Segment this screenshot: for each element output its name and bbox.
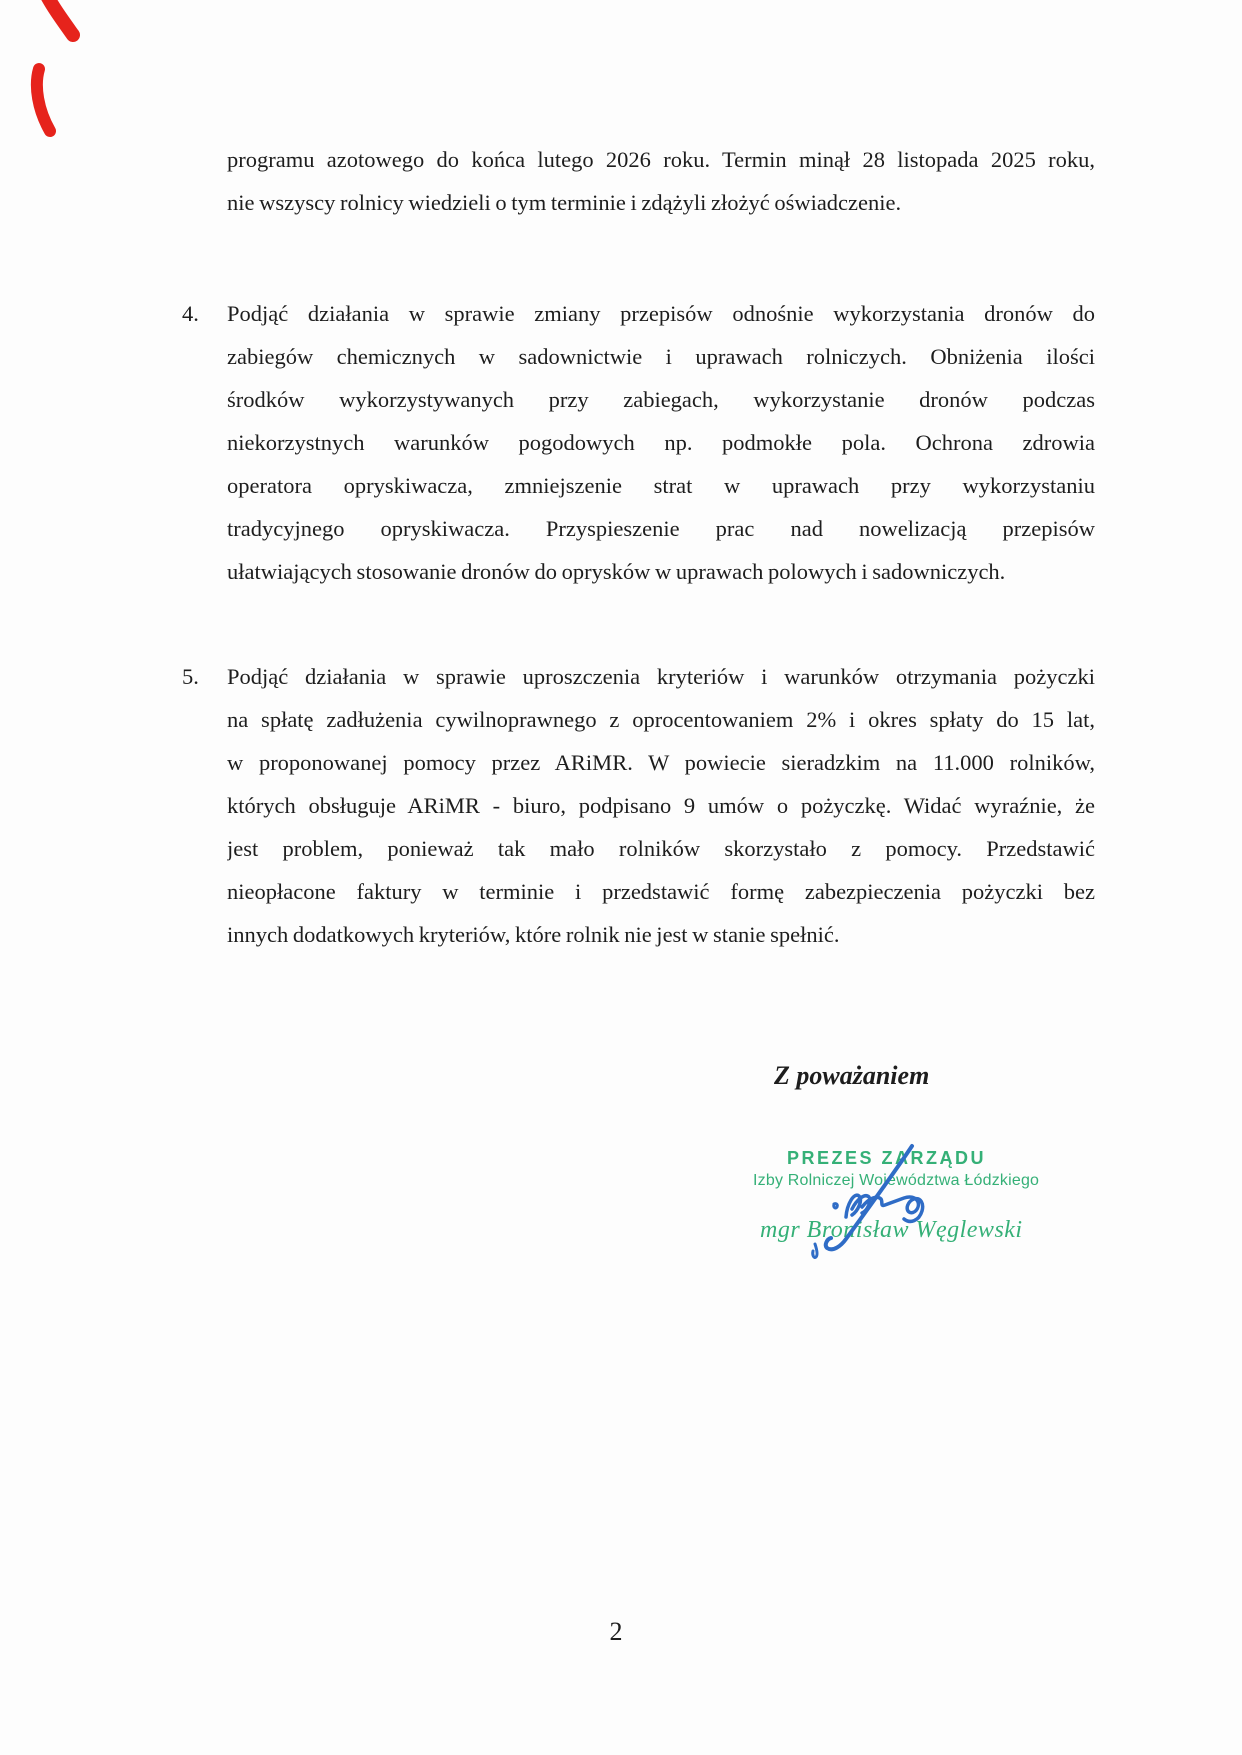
stamp-title: PREZES ZARZĄDU (787, 1148, 987, 1168)
red-pen-mark-top (45, 0, 73, 35)
text-line: środków wykorzystywanych przy zabiegach, wykorzystanie dronów podczas (227, 387, 1095, 412)
page-number: 2 (609, 1617, 623, 1646)
stamp-signer-name: mgr Bronisław Węglewski (760, 1217, 1023, 1243)
text-line: tradycyjnego opryskiwacza. Przyspieszenie prac nad nowelizacją przepisów (227, 516, 1095, 541)
text-line: Podjąć działania w sprawie uproszczenia kryteriów i warunków otrzymania pożyczki (227, 664, 1095, 689)
signature-scribble (846, 1195, 923, 1221)
text-line: na spłatę zadłużenia cywilnoprawnego z oprocentowaniem 2% i okres spłaty do 15 lat, (227, 707, 1095, 732)
text-line: w proponowanej pomocy przez ARiMR. W powiecie sieradzkim na 11.000 rolników, (227, 750, 1095, 775)
text-line: niekorzystnych warunków pogodowych np. podmokłe pola. Ochrona zdrowia (227, 430, 1095, 455)
red-pen-marks (0, 0, 130, 160)
text-line: innych dodatkowych kryteriów, które rolnik nie jest w stanie spełnić. (227, 922, 840, 947)
text-line: zabiegów chemicznych w sadownictwie i uprawach rolniczych. Obniżenia ilości (227, 344, 1095, 369)
text-line: których obsługuje ARiMR - biuro, podpisano 9 umów o pożyczkę. Widać wyraźnie, że (227, 793, 1095, 818)
signature-dot (834, 1204, 837, 1208)
red-pen-mark-bottom (37, 69, 50, 131)
text-line: Podjąć działania w sprawie zmiany przepisów odnośnie wykorzystania dronów do (227, 301, 1095, 326)
text-line: operatora opryskiwacza, zmniejszenie strat w uprawach przy wykorzystaniu (227, 473, 1095, 498)
text-line: nie wszyscy rolnicy wiedzieli o tym terminie i zdążyli złożyć oświadczenie. (227, 190, 902, 215)
item-number: 4. (182, 301, 199, 326)
text-line: ułatwiających stosowanie dronów do oprysków w uprawach polowych i sadowniczych. (227, 559, 1006, 584)
signature-tick (813, 1244, 817, 1258)
text-line: nieopłacone faktury w terminie i przedstawić formę zabezpieczenia pożyczki bez (227, 879, 1095, 904)
text-line: programu azotowego do końca lutego 2026 roku. Termin minął 28 listopada 2025 roku, (227, 147, 1095, 172)
item-text (227, 655, 1095, 956)
paragraph-continuation (227, 138, 1095, 224)
item-number: 5. (182, 664, 199, 689)
numbered-item-4 (182, 292, 1095, 593)
stamp-organization: Izby Rolniczej Województwa Łódzkiego (753, 1172, 1040, 1189)
closing-salutation: Z poważaniem (774, 1061, 930, 1090)
text-line: jest problem, ponieważ tak mało rolników skorzystało z pomocy. Przedstawić (227, 836, 1095, 861)
item-text (227, 292, 1095, 593)
handwritten-signature (800, 1135, 960, 1270)
numbered-item-5 (182, 655, 1095, 956)
